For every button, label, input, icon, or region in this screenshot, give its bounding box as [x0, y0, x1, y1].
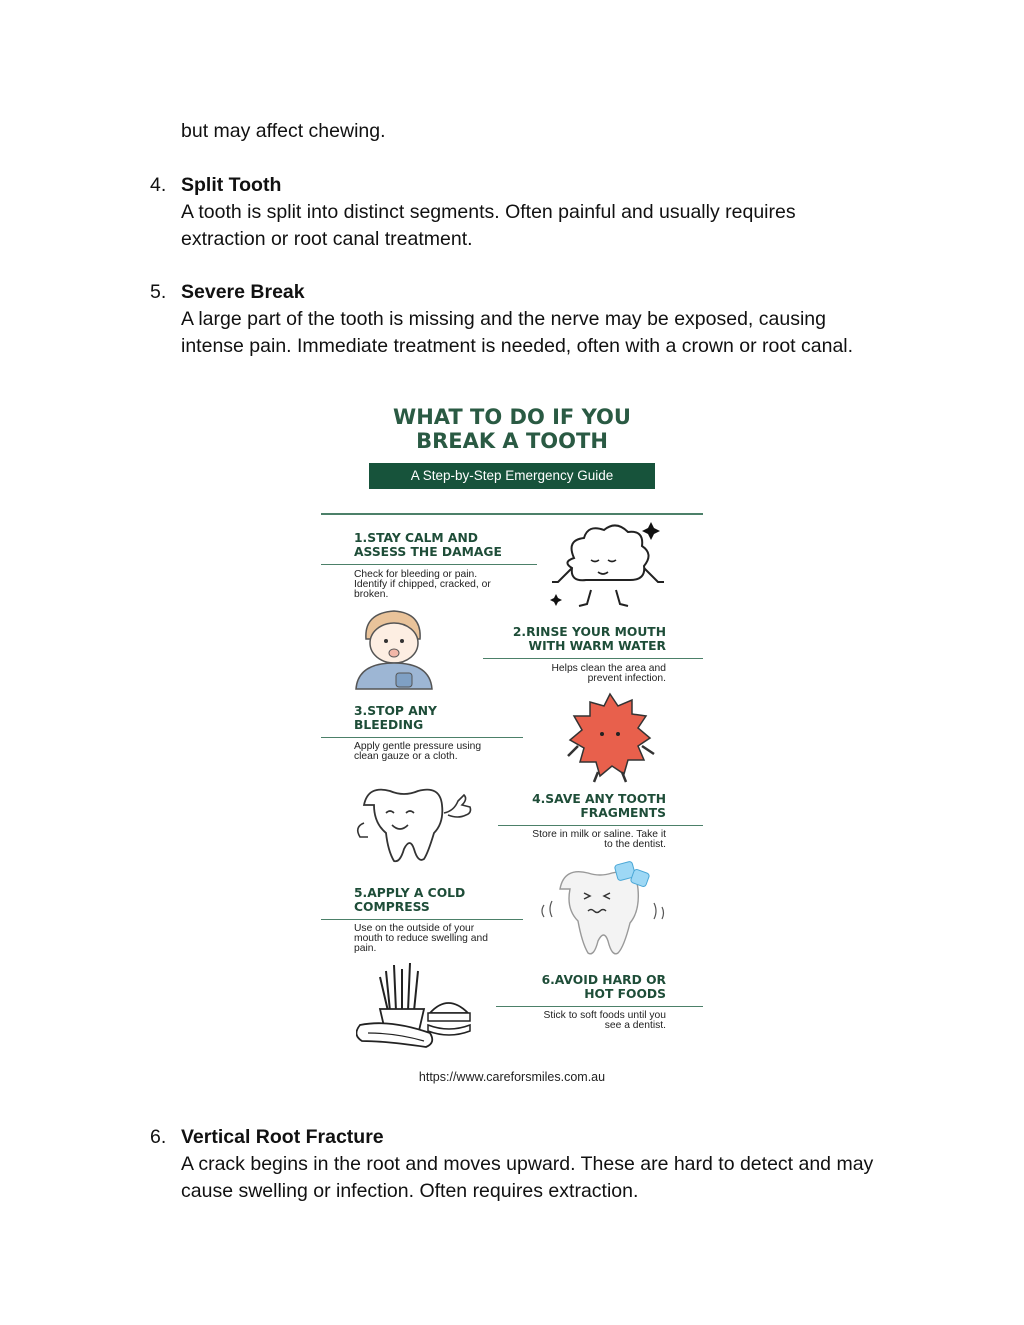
tooth-emergency-infographic [318, 395, 706, 1090]
infographic-title: WHAT TO DO IF YOU [393, 405, 631, 429]
step-description: Use on the outside of your [354, 923, 475, 934]
step-title: BLEEDING [354, 718, 424, 732]
calm-brain-illustration [536, 520, 668, 610]
step-title: WITH WARM WATER [528, 639, 666, 653]
step-description: see a dentist. [604, 1020, 666, 1031]
step-title: COMPRESS [354, 900, 430, 914]
list-number: 4. [150, 174, 167, 196]
step-description: clean gauze or a cloth. [354, 751, 458, 762]
step-title: 1.STAY CALM AND [354, 531, 478, 545]
step-title: 4.SAVE ANY TOOTH [532, 792, 666, 806]
step-description: pain. [354, 943, 377, 954]
top-divider [321, 513, 703, 515]
step-description: Check for bleeding or pain. [354, 569, 478, 580]
divider [321, 564, 537, 565]
step-description: mouth to reduce swelling and [354, 933, 488, 944]
infographic-subtitle: A Step-by-Step Emergency Guide [369, 463, 655, 489]
list-item-text: A crack begins in the root and moves upward. These are hard to detect and may [181, 1153, 874, 1175]
list-item-title: Severe Break [181, 281, 305, 303]
divider [496, 1006, 703, 1007]
list-item-text: intense pain. Immediate treatment is needed, often with a crown or root canal. [181, 335, 854, 357]
divider [321, 919, 523, 920]
step-description: to the dentist. [604, 839, 666, 850]
list-number: 5. [150, 281, 167, 303]
step-description: Store in milk or saline. Take it [532, 829, 666, 840]
list-item-title: Split Tooth [181, 174, 282, 196]
divider [498, 825, 703, 826]
step-title: HOT FOODS [584, 987, 666, 1001]
happy-tooth-illustration [352, 783, 482, 863]
step-title: 5.APPLY A COLD [354, 886, 466, 900]
step-description: Helps clean the area and [551, 663, 666, 674]
divider [483, 658, 703, 659]
list-number: 6. [150, 1126, 167, 1148]
boy-rinsing-illustration [352, 605, 440, 695]
step-description: broken. [354, 589, 389, 600]
step-title: 3.STOP ANY [354, 704, 437, 718]
step-description: Identify if chipped, cracked, or [354, 579, 491, 590]
red-burst-character-illustration [558, 690, 666, 785]
step-title: FRAGMENTS [580, 806, 666, 820]
continuation-text: but may affect chewing. [181, 120, 386, 142]
infographic-title: BREAK A TOOTH [416, 429, 608, 453]
step-description: prevent infection. [587, 673, 666, 684]
list-item-text: extraction or root canal treatment. [181, 228, 473, 250]
list-item-text: cause swelling or infection. Often requires extraction. [181, 1180, 639, 1202]
step-description: Stick to soft foods until you [543, 1010, 666, 1021]
junk-food-illustration [356, 955, 488, 1055]
list-item-text: A tooth is split into distinct segments. Often painful and usually requires [181, 201, 796, 223]
step-title: 6.AVOID HARD OR [541, 973, 666, 987]
divider [321, 737, 523, 738]
list-item-title: Vertical Root Fracture [181, 1126, 384, 1148]
step-title: 2.RINSE YOUR MOUTH [512, 625, 666, 639]
step-description: Apply gentle pressure using [354, 741, 482, 752]
step-title: ASSESS THE DAMAGE [354, 545, 502, 559]
website-url: https://www.careforsmiles.com.au [418, 1070, 606, 1084]
tooth-with-ice-illustration [538, 859, 668, 959]
list-item-text: A large part of the tooth is missing and the nerve may be exposed, causing [181, 308, 826, 330]
